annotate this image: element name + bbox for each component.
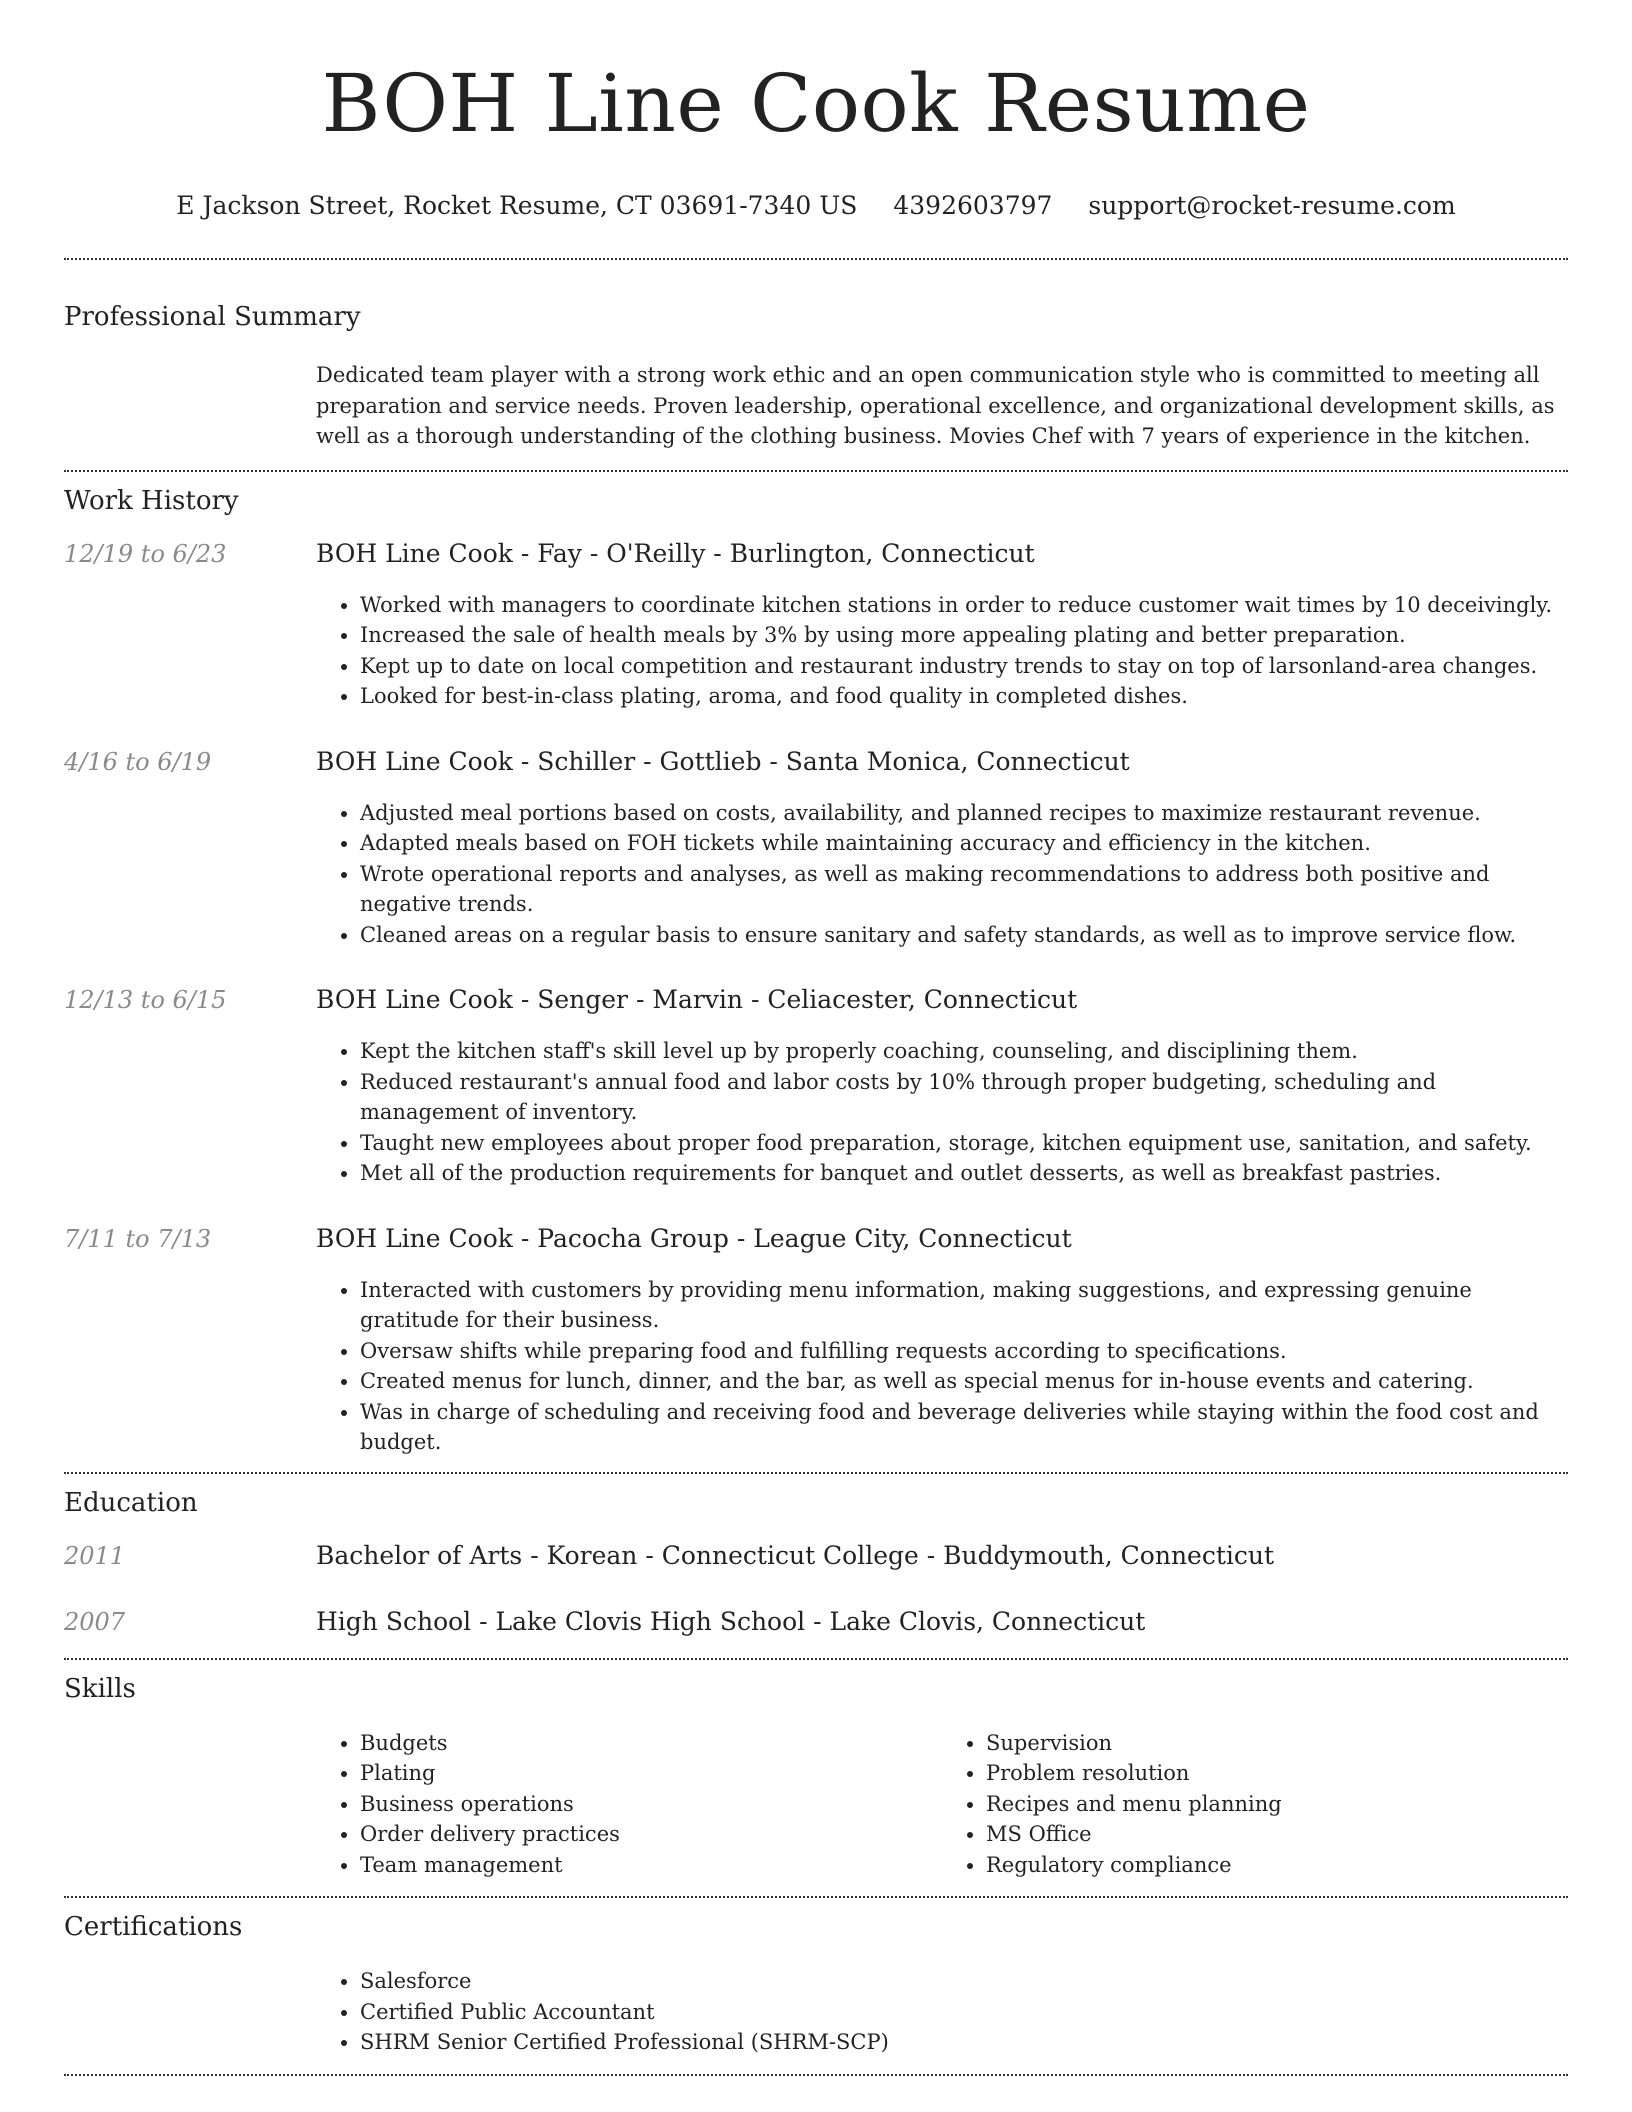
skill-item: • MS Office bbox=[986, 1819, 1568, 1850]
contact-line bbox=[64, 190, 1568, 222]
education-entry bbox=[64, 1606, 1568, 1638]
skill-item: • Supervision bbox=[986, 1728, 1568, 1759]
job-bullets bbox=[316, 590, 1568, 712]
resume-title: BOH Line Cook Resume bbox=[321, 57, 1311, 150]
skills-list-right bbox=[942, 1728, 1568, 1881]
skill-item: • Regulatory compliance bbox=[986, 1850, 1568, 1881]
job-bullet: • Adjusted meal portions based on costs, availability, and planned recipes to maximize restaurant revenue. bbox=[360, 798, 1568, 829]
job-bullet: • Increased the sale of health meals by 3% by using more appealing plating and better preparation. bbox=[360, 620, 1568, 651]
certification-item: • SHRM Senior Certified Professional (SHRM-SCP) bbox=[360, 2027, 1568, 2058]
job-title: BOH Line Cook - Schiller - Gottlieb - Santa Monica, Connecticut bbox=[316, 746, 1130, 776]
divider bbox=[64, 258, 1568, 260]
job-entry bbox=[64, 984, 1568, 1189]
job-bullet: • Cleaned areas on a regular basis to ensure sanitary and safety standards, as well as to improve service flow. bbox=[360, 920, 1568, 951]
contact-address: E Jackson Street, Rocket Resume, CT 03691-7340 US bbox=[176, 191, 858, 220]
job-bullet: • Taught new employees about proper food preparation, storage, kitchen equipment use, sanitation, and safety. bbox=[360, 1128, 1568, 1159]
certifications-list bbox=[316, 1966, 1568, 2074]
education-detail: Bachelor of Arts - Korean - Connecticut College - Buddymouth, Connecticut bbox=[316, 1540, 1275, 1570]
job-bullet: • Adapted meals based on FOH tickets while maintaining accuracy and efficiency in the kitchen. bbox=[360, 828, 1568, 859]
job-entry bbox=[64, 746, 1568, 951]
job-bullet: • Created menus for lunch, dinner, and the bar, as well as special menus for in-house events and catering. bbox=[360, 1366, 1568, 1397]
work-history-section bbox=[64, 484, 1568, 1472]
skills-list-left bbox=[316, 1728, 942, 1881]
job-bullet: • Met all of the production requirements for banquet and outlet desserts, as well as breakfast pastries. bbox=[360, 1158, 1568, 1189]
summary-heading: Professional Summary bbox=[64, 302, 361, 332]
certifications-section bbox=[64, 1910, 1568, 2074]
education-heading: Education bbox=[64, 1487, 198, 1518]
job-dates: 12/19 to 6/23 bbox=[64, 539, 227, 568]
job-bullet: • Kept the kitchen staff's skill level up by properly coaching, counseling, and disciplining them. bbox=[360, 1036, 1568, 1067]
skills-section bbox=[64, 1672, 1568, 1897]
skill-item: • Plating bbox=[360, 1758, 942, 1789]
divider bbox=[64, 1658, 1568, 1660]
job-bullet: • Wrote operational reports and analyses, as well as making recommendations to address both positive and negative trends. bbox=[360, 859, 1568, 920]
skills-grid bbox=[316, 1728, 1568, 1897]
job-bullet: • Looked for best-in-class plating, aroma, and food quality in completed dishes. bbox=[360, 681, 1568, 712]
skill-item: • Team management bbox=[360, 1850, 942, 1881]
job-dates: 7/11 to 7/13 bbox=[64, 1224, 212, 1253]
job-bullet: • Kept up to date on local competition and restaurant industry trends to stay on top of larsonland-area changes. bbox=[360, 651, 1568, 682]
divider bbox=[64, 1896, 1568, 1898]
summary-section bbox=[64, 300, 1568, 452]
job-bullets bbox=[316, 798, 1568, 951]
education-entry bbox=[64, 1540, 1568, 1572]
skill-item: • Budgets bbox=[360, 1728, 942, 1759]
job-title: BOH Line Cook - Fay - O'Reilly - Burlington, Connecticut bbox=[316, 538, 1035, 568]
divider bbox=[64, 2074, 1568, 2076]
job-bullet: • Worked with managers to coordinate kitchen stations in order to reduce customer wait times by 10 deceivingly. bbox=[360, 590, 1568, 621]
divider bbox=[64, 1472, 1568, 1474]
education-section bbox=[64, 1486, 1568, 1658]
skill-item: • Business operations bbox=[360, 1789, 942, 1820]
job-bullets bbox=[316, 1275, 1568, 1458]
job-dates: 4/16 to 6/19 bbox=[64, 747, 212, 776]
skill-item: • Problem resolution bbox=[986, 1758, 1568, 1789]
education-year: 2007 bbox=[64, 1607, 126, 1636]
contact-phone: 4392603797 bbox=[893, 191, 1053, 220]
job-title: BOH Line Cook - Senger - Marvin - Celiacester, Connecticut bbox=[316, 985, 1078, 1014]
job-bullet: • Interacted with customers by providing menu information, making suggestions, and expressing genuine gratitude for their business. bbox=[360, 1275, 1568, 1336]
job-title: BOH Line Cook - Pacocha Group - League City, Connecticut bbox=[316, 1223, 1072, 1253]
job-bullet: • Oversaw shifts while preparing food and fulfilling requests according to specifications. bbox=[360, 1336, 1568, 1367]
certification-item: • Certified Public Accountant bbox=[360, 1997, 1568, 2028]
summary-text: Dedicated team player with a strong work ethic and an open communication style who is committed to meeting all preparation and service needs. Proven leadership, operational excellence, and organizational development skills, as well as a thorough understanding of the clothing business. Movies Chef with 7 years of experience in the kitchen. bbox=[316, 363, 1555, 448]
job-bullet: • Was in charge of scheduling and receiving food and beverage deliveries while staying within the food cost and budget. bbox=[360, 1397, 1568, 1458]
job-bullet: • Reduced restaurant's annual food and labor costs by 10% through proper budgeting, scheduling and management of inventory. bbox=[360, 1067, 1568, 1128]
work-history-heading: Work History bbox=[64, 485, 239, 516]
job-entry bbox=[64, 538, 1568, 712]
education-detail: High School - Lake Clovis High School - Lake Clovis, Connecticut bbox=[316, 1606, 1146, 1636]
certifications-heading: Certifications bbox=[64, 1912, 243, 1942]
divider bbox=[64, 470, 1568, 472]
contact-email: support@rocket-resume.com bbox=[1088, 191, 1456, 220]
job-entry bbox=[64, 1223, 1568, 1458]
education-year: 2011 bbox=[64, 1541, 126, 1570]
job-bullets bbox=[316, 1036, 1568, 1189]
job-dates: 12/13 to 6/15 bbox=[64, 986, 227, 1014]
skills-heading: Skills bbox=[64, 1673, 136, 1704]
certification-item: • Salesforce bbox=[360, 1966, 1568, 1997]
skill-item: • Recipes and menu planning bbox=[986, 1789, 1568, 1820]
skill-item: • Order delivery practices bbox=[360, 1819, 942, 1850]
